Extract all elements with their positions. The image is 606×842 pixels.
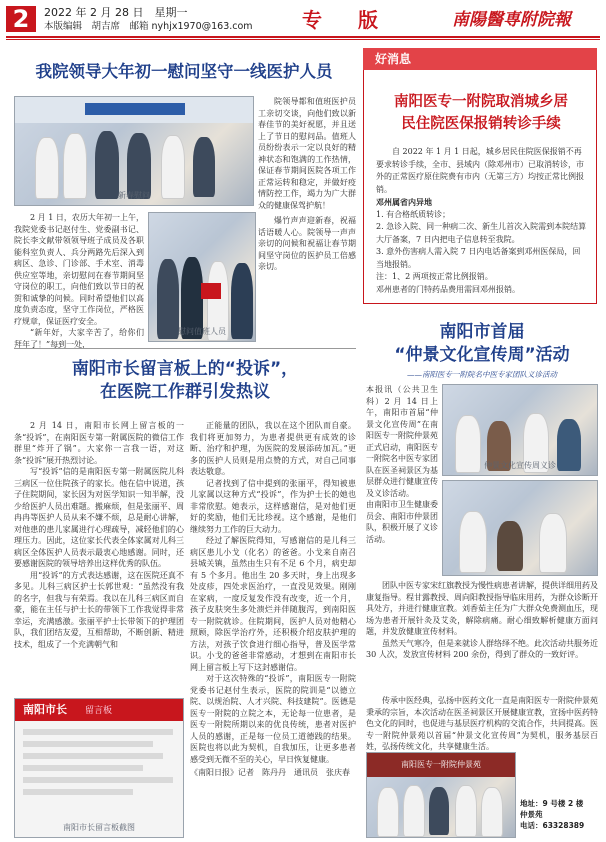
article1-column-left bbox=[14, 212, 144, 350]
newspaper-name: 南陽醫専附院報 bbox=[452, 10, 571, 30]
paragraph: 邓州属省内异地 bbox=[376, 197, 432, 207]
good-news-title-line2: 民住院医保报销转诊手续 bbox=[401, 116, 561, 132]
paragraph: 院领导都和值班医护员工亲切交谈，向他们致以新春佳节的美好祝愿，并且送上了节日的慰问品。值班人员纷纷表示一定以良好的精神状态和饱满的工作热情，保证春节期间医院各项工作正常运转和稳定，并做好疫情防控工作，竭力为广大群众的健康保驾护航！ bbox=[258, 97, 356, 210]
article2-screenshot bbox=[14, 698, 184, 838]
paragraph: 正能量的团队，我以在这个团队而自豪。我们将更加努力，为患者提供更有成效的诊断、治疗和护理，为医院的发展添砖加瓦。”更多的医护人员则是用点赞的方式，对自己同事表达敬意。 bbox=[190, 421, 356, 476]
paragraph: 虽然天气寒冷，但是来就诊人群络绎不绝。此次活动共服务近 30 人次，发放宣传材料 200 余份，得到了群众的一致好评。 bbox=[366, 638, 598, 659]
paragraph: 团队中医专家宋红旗教授为慢性病患者讲解，提供详细用药及康复指导。程甘露教授、周向阳教授指导临床用药，为群众诊断开具处方，并进行健康宣教。刘香茹主任为广大群众免费测血压，现场为患者开展针灸及艾灸，解除病痛。耐心细致解析健康方面问题，并发放健康宣传材料。 bbox=[366, 581, 598, 636]
paragraph: 用“投诉”的方式表达感谢，这在医院还真不多见。儿科三病区护士长郭世观：“虽然没有我的名字，但我与有荣焉。我以在儿科三病区而自豪，能在主任与护士长的带领下工作我觉得非常幸运，充满感激。张丽平护士长带领下的护理团队，我们团结友爱，互相帮助，不断创新、精进技术，组成了一个充满朝气和 bbox=[14, 570, 184, 649]
article3-closing-text bbox=[366, 695, 598, 753]
paragraph: 2 月 14 日，南阳市长网上留言板的一条“投诉”，在南阳医专第一附属医院的微信工作群里“炸开了锅”。大家你一言我一语，对这条“投诉”展开热烈讨论。 bbox=[14, 421, 184, 465]
article2-column-1 bbox=[14, 420, 184, 650]
article3-title-line2: “仲景文化宣传周”活动 bbox=[394, 345, 570, 365]
article2-title-line1: 南阳市长留言板上的“投诉”， bbox=[71, 359, 299, 379]
article1-column-right bbox=[258, 96, 356, 273]
date-line: 2022 年 2 月 28 日 星期一 bbox=[44, 6, 188, 19]
paragraph: 本报讯（公共卫生科）2 月 14 日上午，南阳市首届“仲景文化宣传周”在南阳医专一附院仲景苑正式启动，南阳医专一附院名中医专家团队在医圣祠景区为基层群众进行健康宣传及义诊活动。 bbox=[366, 385, 438, 498]
article2-title-line2: 在医院工作群引发热议 bbox=[100, 382, 270, 402]
photo-caption: 新春慰问 bbox=[118, 191, 150, 200]
photo-caption: 慰问值班人员 bbox=[178, 327, 226, 336]
article3-side-column bbox=[366, 384, 438, 545]
note: 邓州患者的门特药品费用需回邓州报销。 bbox=[376, 284, 520, 294]
paragraph: 记者找到了信中提到的张丽平，得知被患儿家属以这种方式“投诉”，作为护士长的她也非常欣慰。她表示，这样感谢信，是对他们更好的奖励，他们无比珍视。这个感谢，是他们继续努力工作的巨大动力。 bbox=[190, 478, 356, 534]
paragraph: 对于这次特殊的“投诉”，南阳医专一附院党委书记赵付生表示，医院的院训是“以德立院、以规治院、人才兴院、科技建院”。医德是医专一附院的立院之本，无论每一位患者，是医专一附院所期以来的优良传统，患者对医护人员的感谢，正是每一位员工道德践的结果。医院也将以此为契机，自我加压，让更多患者感受到无微不至的关心，早日恢复健康。 bbox=[190, 674, 356, 764]
screenshot-header: 南阳市长 bbox=[23, 703, 67, 716]
note: 注：1、2 两项按正常比例报销。 bbox=[376, 272, 493, 281]
paragraph: “新年好，大家辛苦了，给你们拜年了！”每到一处， bbox=[14, 328, 144, 349]
article3-photo-3 bbox=[366, 752, 516, 838]
article3-photo-1 bbox=[442, 384, 598, 476]
good-news-title-line1: 南阳医专一附院取消城乡居 bbox=[394, 94, 568, 110]
article3-subtitle: ——南阳医专一附院名中医专家团队义诊活动 bbox=[407, 370, 557, 379]
contact-info bbox=[520, 798, 598, 831]
page-number: 2 bbox=[6, 6, 36, 32]
list-item: 1. 有合格纸质转诊； bbox=[376, 209, 451, 219]
masthead-rule bbox=[6, 36, 600, 38]
paragraph: 2 月 1 日，农历大年初一上午，我院党委书记赵付生、党委副书记、院长李文献带领领导班子成员及各职能科室负责人、兵分两路先后深入到病区、急诊、门诊部、手术室、消毒供应室等地，亲切慰问在春节期间坚守岗位的职工，向他们致以节日的祝贺和诚挚的问候。同时希望他们以高度负责态度，坚守工作岗位，严格医疗规章，保证医疗安全。 bbox=[14, 213, 144, 326]
paragraph: 经过了解医院得知，写感谢信的是儿科三病区患儿小戈（化名）的爸爸。小戈来自南召县城关镇，虽然由生只有不足 6 个月，病史却有 5 个多月。他出生 20 多天时，身上出现多处皮疹，四处求医治疗，一直没见效果。刚刚在家病，一度反复发作没有改变，近一个月，孩子皮肤突生多处溃烂并伴随腹泻，到南阳医专一附院就诊。住院期间，医护人员对他精心照顾，除医学治疗外，还积极介绍皮肤护理的方法，对孩子饮食进行细心指导，普及医学常识。小戈的爸爸非常感动，才想到在南阳市长网上留言板上写下这封感谢信。 bbox=[190, 536, 356, 672]
paragraph: 由南阳市卫生健康委员会、南阳市仲景团队，积极开展了义诊活动。 bbox=[366, 500, 438, 544]
photo-caption: 仲景文化宣传周义诊 bbox=[484, 461, 556, 470]
article2-column-2 bbox=[190, 420, 356, 779]
screenshot-subheader: 留言板 bbox=[85, 706, 113, 716]
section-name: 专 版 bbox=[302, 8, 386, 32]
photo-caption: 南阳医专一附院仲景苑 bbox=[401, 760, 481, 769]
editors-line: 本版编辑 胡吉席 邮箱 nyhjx1970@163.com bbox=[44, 21, 253, 32]
article3-title-line1: 南阳市首届 bbox=[439, 322, 525, 342]
article2-byline: 《南阳日报》记者 陈丹丹 通讯员 张庆春 bbox=[190, 768, 350, 777]
article1-photo-1 bbox=[14, 96, 254, 206]
good-news-tag: 好消息 bbox=[375, 52, 412, 66]
divider bbox=[14, 348, 356, 349]
list-item: 3. 意外伤害病人需入院 7 日内电话备案到邓州医保局，回当地报销。 bbox=[376, 247, 581, 269]
list-item: 2. 急诊入院、同一种病二次、新生儿首次入院需到本院结算大厅备案，7 日内把电子信息转至我院。 bbox=[376, 222, 587, 244]
paragraph: 爆竹声声迎新春，祝福话语暖人心。院领导一声声亲切的问候和祝福让春节期间坚守岗位的医护员工倍感亲切。 bbox=[258, 216, 356, 271]
paragraph: 自 2022 年 1 月 1 日起，城乡居民住院医保报销不再要求转诊手续，全市、县域内（除邓州市）已取消转诊，市外的正常医疗原住院费有市内（无第三方）均按正常比例报销。 bbox=[376, 147, 584, 194]
article1-title: 我院领导大年初一慰问坚守一线医护人员 bbox=[35, 62, 333, 81]
address-line-2: 仲景苑 bbox=[520, 810, 543, 819]
phone: 电话：63328389 bbox=[520, 821, 585, 830]
paragraph: 传承中医经典，弘扬中医药文化一直是南阳医专一附院仲景苑秉承的宗旨，本次活动在医圣祠景区开展健康宣教，宣扬中医药特色文化的同时，也促进与基层医疗机构的交流合作，共同提高。医专一附院仲景苑以首届“仲景文化宣传周”为契机，服务基层百姓，弘扬传统文化，共享健康生活。 bbox=[366, 696, 598, 751]
masthead-rule-thin bbox=[6, 39, 600, 40]
good-news-body bbox=[376, 146, 588, 296]
paragraph: 写“投诉”信的是南阳医专第一附属医院儿科三病区一位住院孩子的家长。他在信中说道，孩子住院期间，家长因为对医学知识一知半解，没少给医护人员出难题。搬麻烦，但是张丽平、周冉冉等医护人员从来不嫌不烦，总是耐心讲解，对他患的患儿家属进行心理疏导，减轻他们的心理压力。因此，这位家长代表全体家属对儿科三病区全体医护人员表示最衷心地感谢。同时，还要感谢医院的领导培养出这样优秀的队伍。 bbox=[14, 467, 184, 568]
address: 地址：9 号楼 2 楼 bbox=[520, 799, 584, 808]
article1-photo-2 bbox=[148, 212, 256, 342]
photo-caption: 南阳市长留言板截图 bbox=[63, 823, 135, 832]
article3-photo-2 bbox=[442, 480, 598, 576]
article3-main-text bbox=[366, 580, 598, 661]
